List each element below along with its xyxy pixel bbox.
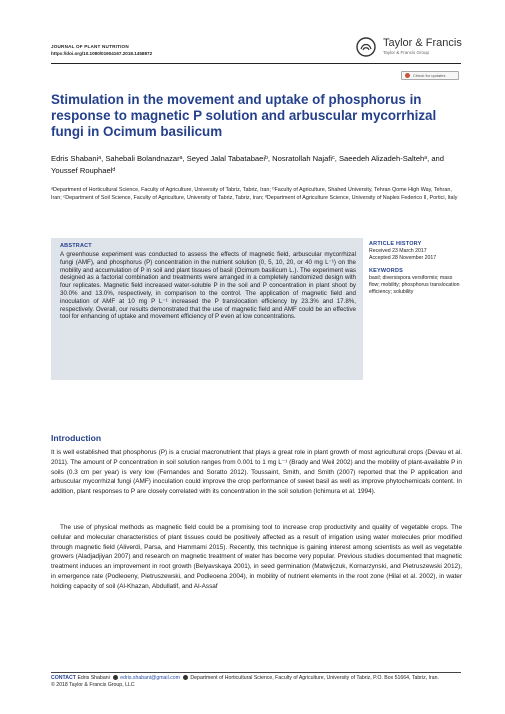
affiliations: ᵃDepartment of Horticultural Science, Faculty of Agriculture, University of Tabriz, Tabriz, Iran; ᵇFaculty of Agriculture, Shahed University, Tehran Qome High Way, Tehran, Iran; ᶜDepartment of Soil Science, Faculty of Agriculture, University of Tabriz, Tabriz, Iran; ᵈDepartment of Agriculture Science, University of Naples Federico II, Portici, Italy [51, 187, 458, 202]
header-rule [51, 63, 461, 64]
publisher-logo [356, 36, 466, 58]
accepted-date: Accepted 28 November 2017 [369, 255, 437, 261]
introduction-paragraph-2: The use of physical methods as magnetic field could be a promising tool to increase crop productivity and quality of vegetable crops. The cellular and molecular characteristics of plant tissues could be positively affected as a result of irrigation using water molecules prior modified through magnetic field (Aliverdi, Parsa, and Hammami 2015). Recently, this technique is gaining interest among scientists as well as vegetable growers (Aladjadjiyan 2007) and research on magnetic treatment of water has become very popular. Previous studies documented that magnetic treatment induces an improvement in root growth (Belyavskaya 2001), in seed germination (Matwijczuk, Kornarzynski, and Pietruszewski 2012), in emergence rate (Podleoeny, Pietruszewski, and Podleoena 2004), in mobility of nutrient elements in the root zone (Hilal et al. 2002), in water holding capacity of soil (Al-Khazan, Abdullatif, and Al-Assaf [51, 524, 462, 590]
check-for-updates-label: Check for updates [413, 73, 446, 78]
contact-address: Department of Horticultural Science, Faculty of Agriculture, University of Tabriz, P.O. Box 51664, Tabriz, Iran. [190, 675, 439, 681]
contact-footer [51, 675, 461, 690]
check-for-updates-button[interactable] [401, 71, 459, 80]
author-list: Edris Shabaniᵃ, Sahebali Bolandnazarᵃ, Seyed Jalal Tabatabaeiᵇ, Nosratollah Najafiᶜ, Saeedeh Alizadeh-Saltehᵃ, and Youssef Rouphaelᵈ [51, 154, 444, 175]
abstract-text: A greenhouse experiment was conducted to assess the effects of magnetic field, arbuscular mycorrhizal fungi (AMF), and phosphorus (P) concentration in the nutrient solution (0, 5, 10, 20, or 40 mg L⁻¹) on the mobility and accumulation of P in soil and plant tissues of basil (Ocimum basilicum L.). The experiment was designed as a factorial combination and treatments were arranged in a completely randomized design with four replicates. Magnetic field increased water-soluble P in the soil and P concentration in plant shoot by 30.0% and 13.0%, respectively, in comparison to the control. The application of magnetic field and inoculation of AMF at 10 mg P L⁻¹ increased the P translocation efficiency by 23.3% and 17.8%, respectively. Overall, our results demonstrated that the use of magnetic field and AMF could be an effective tool for enhancing of uptake and movement efficiency of P even at low concentrations. [60, 251, 356, 321]
doi-link[interactable]: https://doi.org/10.1080/01904167.2018.1458872 [51, 51, 153, 56]
history-heading: ARTICLE HISTORY [369, 241, 422, 247]
copyright-notice: © 2018 Taylor & Francis Group, LLC [51, 682, 135, 689]
address-icon [183, 675, 188, 680]
article-title: Stimulation in the movement and uptake of phosphorus in response to magnetic P solution and arbuscular mycorrhizal fungi in Ocimum basilicum [51, 92, 437, 139]
abstract-heading: ABSTRACT [60, 243, 92, 249]
publisher-icon [356, 37, 376, 57]
publisher-subtitle: Taylor & Francis Group [383, 50, 430, 55]
article-sidebar [369, 241, 464, 296]
contact-name: Edris Shabani [77, 675, 110, 681]
publisher-name: Taylor & Francis [383, 37, 462, 49]
keywords-list: basil; diversispora versiformis; mass flow; mobility; phosphorus translocation efficiency; solubility [369, 275, 460, 295]
email-icon [113, 675, 118, 680]
journal-name: JOURNAL OF PLANT NUTRITION [51, 44, 129, 49]
contact-label: CONTACT [51, 675, 76, 681]
update-badge-icon [405, 73, 410, 78]
introduction-paragraph-1: It is well established that phosphorus (P) is a crucial macronutrient that plays a great role in plant growth of most agricultural crops (Devau et al. 2011). The amount of P concentration in soil solution ranges from 0.001 to 1 mg L⁻¹ (Brady and Weil 2002) and the mobility of plant-available P in soils (0.3 cm per year) is very low (Fernandes and Soratto 2012). Toussaint, Smith, and Smith (2007) reported that the P application and arbuscular mycorrhizal fungi (AMF) inoculation could improve the crop performance of sweet basil as well as improve phytochemicals content. In addition, plant responses to P are closely correlated with its concentration in the soil solution (Ichimura et al. 1994). [51, 449, 462, 496]
contact-email-link[interactable]: edris.shabani@gmail.com [120, 675, 180, 681]
introduction-heading: Introduction [51, 433, 102, 443]
keywords-heading: KEYWORDS [369, 268, 403, 274]
received-date: Received 23 March 2017 [369, 248, 427, 254]
footer-rule [51, 672, 461, 673]
